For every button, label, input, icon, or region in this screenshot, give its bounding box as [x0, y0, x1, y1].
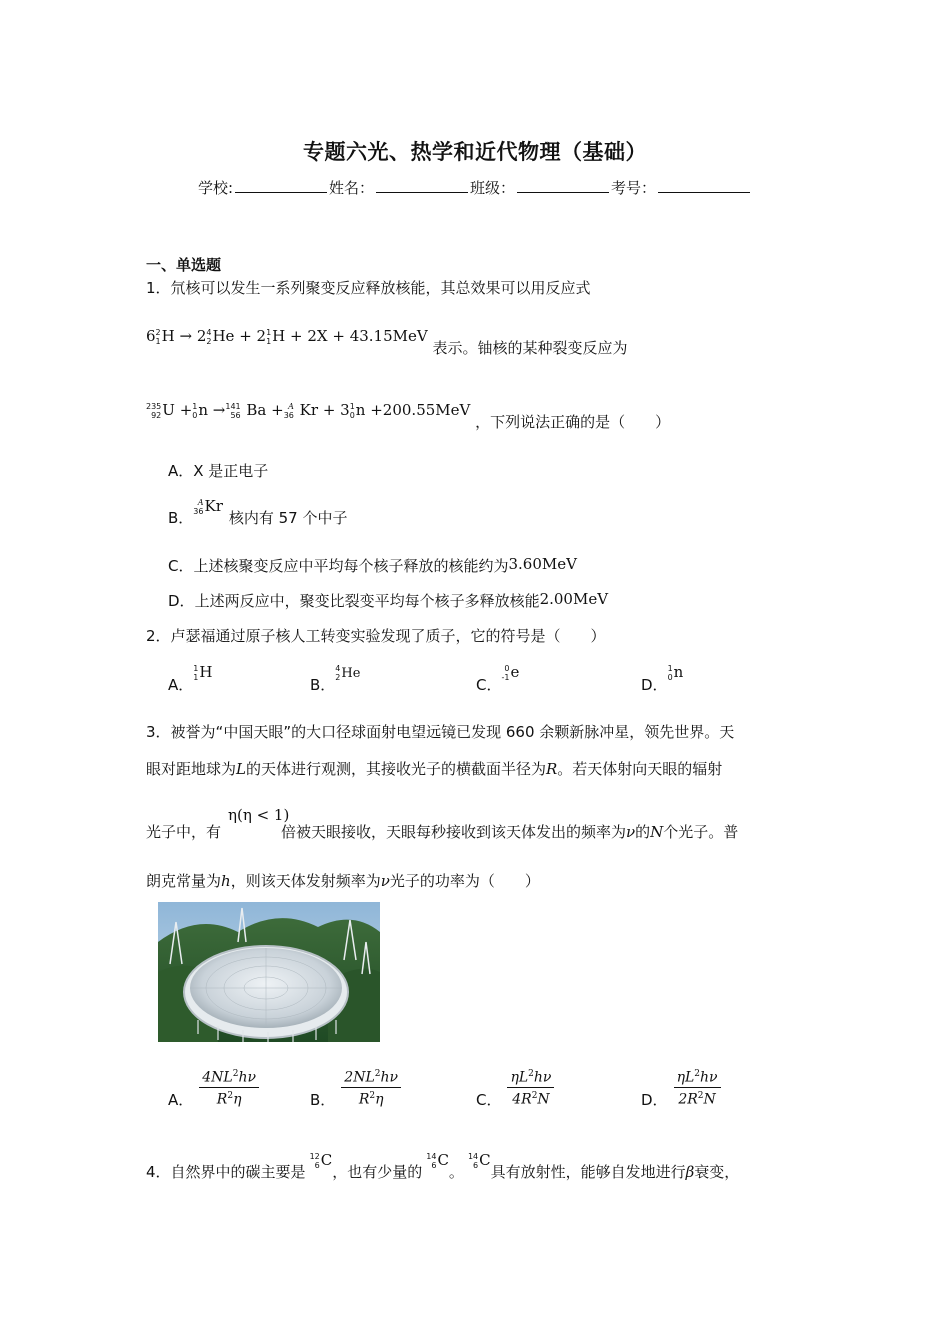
class-label: 班级：	[470, 179, 516, 197]
eq1-he-nuclide: 4 2	[206, 327, 212, 346]
c14-nuclide-2: 14 6	[467, 1151, 479, 1170]
school-blank[interactable]	[235, 178, 327, 193]
var-N: N	[650, 823, 664, 841]
exam-no-blank[interactable]	[658, 178, 750, 193]
q1-number: 1．	[146, 279, 171, 297]
var-h: h	[221, 872, 231, 890]
option-nuclide: 4 2	[335, 663, 341, 682]
name-blank[interactable]	[376, 178, 468, 193]
option-fraction: $\frac{\eta L^2h\nu}{4R^2N}$	[507, 1066, 554, 1108]
eq1-h2-nuclide: 1 1	[266, 327, 272, 346]
name-label: 姓名：	[329, 179, 375, 197]
q1-text: 氘核可以发生一系列聚变反应释放核能，其总效果可以用反应式	[170, 279, 591, 297]
option-label: C．	[168, 557, 194, 575]
option-label: C．	[476, 676, 502, 694]
option-symbol: n	[673, 663, 684, 681]
option-label: D．	[641, 676, 668, 694]
eq1-coef1: 6	[146, 327, 156, 345]
page-title: 专题六光、热学和近代物理（基础）	[303, 140, 647, 164]
var-R: R	[546, 760, 558, 778]
q3-option-b[interactable]	[310, 1066, 401, 1108]
option-text: X 是正电子	[193, 462, 269, 480]
eq1-rest: + 2X + 43.15MeV	[290, 327, 428, 345]
class-blank[interactable]	[517, 178, 609, 193]
option-nuclide: 1 0	[667, 663, 673, 682]
q3-number: 3．	[146, 723, 171, 741]
exam-no-label: 考号：	[611, 179, 657, 197]
q3-line-4: 朗克常量为h，则该天体发射频率为ν光子的功率为（ ）	[146, 872, 540, 890]
eq2-rest: +200.55MeV	[370, 401, 471, 419]
section-heading: 一、单选题	[146, 256, 222, 274]
option-nuclide: 0 -1	[501, 663, 510, 682]
option-label: A．	[168, 1090, 194, 1109]
option-nuclide: 1 1	[193, 663, 199, 682]
q3-line-1	[146, 722, 734, 742]
student-info-line	[0, 177, 950, 198]
eq2-n2-nuclide: 1 0	[349, 401, 355, 420]
q3-eta-expression: η(η < 1)	[228, 806, 290, 824]
q1-text2: 表示。铀核的某种裂变反应为	[432, 339, 628, 357]
q2-stem	[146, 626, 606, 646]
c12-nuclide: 12 6	[309, 1151, 320, 1170]
q4-number: 4．	[146, 1163, 171, 1181]
q3-option-d[interactable]	[641, 1066, 721, 1108]
option-label: C．	[476, 1090, 502, 1109]
q3-option-c[interactable]	[476, 1066, 554, 1108]
eq1-coef2: 2	[196, 327, 207, 345]
q1-option-c[interactable]	[168, 556, 577, 576]
option-label: D．	[168, 592, 195, 610]
option-fraction: $\frac{2NL^2h\nu}{R^2\eta}$	[341, 1066, 401, 1108]
option-text: 核内有 57 个中子	[228, 509, 348, 527]
var-beta: β	[685, 1163, 695, 1181]
q1-option-b[interactable]	[168, 496, 348, 527]
option-label: B．	[168, 509, 194, 527]
q1-equation-1: 6 2 1 H → 2 4 2 He + 2 1 1 H + 2X + 43.15MeV 表示。铀核的某种裂变反应为	[146, 327, 628, 357]
q2-option-a[interactable]	[168, 662, 213, 694]
eq2-kr-nuclide: A 36	[283, 401, 294, 420]
school-label: 学校:	[197, 179, 233, 197]
q1-option-d[interactable]	[168, 591, 608, 611]
option-symbol: He	[341, 666, 361, 681]
q2-option-d[interactable]	[641, 662, 684, 694]
eq2-ba-nuclide: 141 56	[225, 401, 241, 420]
q1-option-a[interactable]	[168, 461, 268, 481]
q1-equation-2: 235 92 U + 1 0 n → 141 56 Ba + A 36 Kr + 3 1 0 n +200.55MeV ，下列说法正确的是（ ）	[146, 401, 671, 431]
q2-text: 卢瑟福通过原子核人工转变实验发现了质子，它的符号是（ ）	[170, 627, 606, 645]
option-symbol: e	[510, 663, 520, 681]
eq2-n-nuclide: 1 0	[192, 401, 198, 420]
option-value: 3.60MeV	[508, 555, 577, 573]
q3-text: 被誉为“中国天眼”的大口径球面射电望远镜已发现 660 余颗新脉冲星，领先世界。天	[170, 723, 735, 741]
option-label: A．	[168, 676, 194, 694]
q2-number: 2．	[146, 627, 171, 645]
c12-symbol: C	[320, 1151, 333, 1169]
option-label: A．	[168, 462, 194, 480]
var-nu: ν	[626, 823, 636, 841]
option-b-symbol: Kr	[204, 497, 223, 515]
option-fraction: $\frac{\eta L^2h\nu}{2R^2N}$	[674, 1066, 721, 1108]
q4-stem: 4．自然界中的碳主要是 12 6 C，也有少量的 14 6 C。 14 6 C具有放射性，能够自发地进行β衰变，	[146, 1151, 740, 1181]
q2-option-c[interactable]	[476, 662, 520, 694]
eq2-u-nuclide: 235 92	[146, 401, 162, 420]
option-text: 上述两反应中，聚变比裂变平均每个核子多释放核能	[194, 592, 540, 610]
eq2-coef: 3	[340, 401, 350, 419]
q3-option-a[interactable]	[168, 1066, 259, 1108]
telescope-illustration	[158, 902, 380, 1042]
eq1-coef3: 2	[256, 327, 267, 345]
option-value: 2.00MeV	[539, 590, 609, 608]
eq1-h-nuclide: 2 1	[155, 327, 161, 346]
c14-nuclide: 14 6	[426, 1151, 437, 1170]
option-label: D．	[641, 1090, 668, 1109]
q1-text3: ，下列说法正确的是（ ）	[475, 413, 671, 431]
option-symbol: H	[199, 663, 213, 681]
q2-option-b[interactable]	[310, 662, 361, 694]
option-label: B．	[310, 1090, 336, 1109]
option-label: B．	[310, 676, 336, 694]
option-b-nuclide: A 36	[193, 497, 204, 516]
q3-line-3: 光子中，有 倍被天眼接收，天眼每秒接收到该天体发出的频率为ν的N个光子。普	[146, 823, 739, 841]
fast-telescope-photo	[158, 902, 380, 1042]
q3-line-2: 眼对距地球为L的天体进行观测，其接收光子的横截面半径为R。若天体射向天眼的辐射	[146, 760, 723, 778]
option-fraction: $\frac{4NL^2h\nu}{R^2\eta}$	[199, 1066, 259, 1108]
option-text: 上述核聚变反应中平均每个核子释放的核能约为	[193, 557, 509, 575]
q1-stem	[146, 278, 591, 298]
c14-symbol: C	[437, 1151, 449, 1169]
var-L: L	[236, 760, 246, 778]
